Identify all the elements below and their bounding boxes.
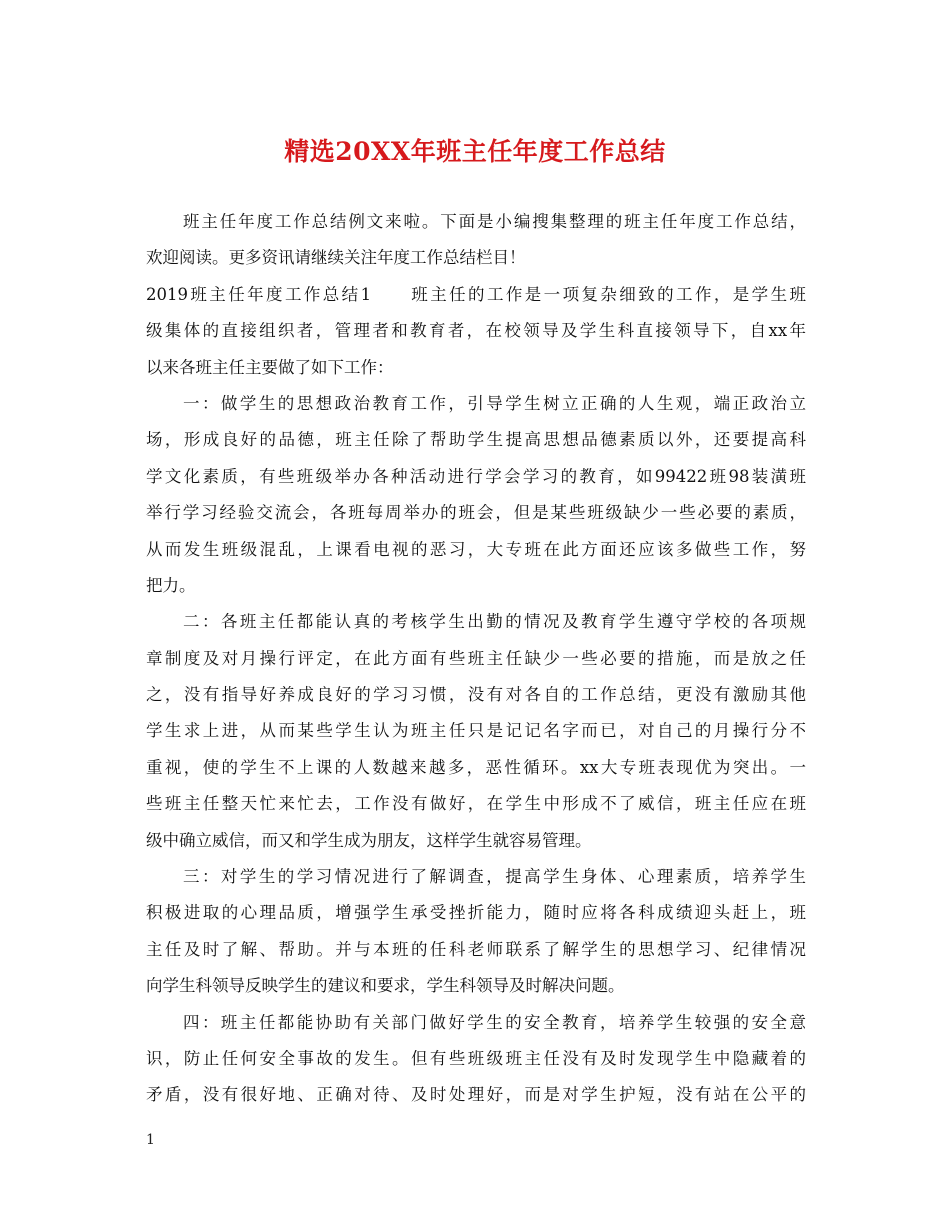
paragraph-line: 重视，使的学生不上课的人数越来越多，恶性循环。xx大专班表现优为突出。一 (146, 757, 806, 777)
paragraph-line: 积极进取的心理品质，增强学生承受挫折能力，随时应将各科成绩迎头赶上，班 (146, 903, 806, 923)
paragraph-line: 之，没有指导好养成良好的学习习惯，没有对各自的工作总结，更没有激励其他 (146, 685, 806, 705)
paragraph-line: 二：各班主任都能认真的考核学生出勤的情况及教育学生遵守学校的各项规 (183, 612, 806, 632)
document-body (146, 204, 806, 1114)
paragraph-line: 学生求上进，从而某些学生认为班主任只是记记名字而已，对自己的月操行分不 (146, 721, 806, 741)
paragraph-line: 识，防止任何安全事故的发生。但有些班级班主任没有及时发现学生中隐藏着的 (146, 1048, 806, 1068)
paragraph-line: 班主任年度工作总结例文来啦。下面是小编搜集整理的班主任年度工作总结， (183, 212, 806, 231)
paragraph-line: 举行学习经验交流会，各班每周举办的班会，但是某些班级缺少一些必要的素质， (146, 503, 806, 523)
paragraph-line: 四：班主任都能协助有关部门做好学生的安全教育，培养学生较强的安全意 (183, 1012, 806, 1032)
paragraph-line: 级中确立威信，而又和学生成为朋友，这样学生就容易管理。 (146, 830, 592, 850)
paragraph-line: 章制度及对月操行评定，在此方面有些班主任缺少一些必要的措施，而是放之任 (146, 648, 806, 668)
paragraph-line: 级集体的直接组织者，管理者和教育者，在校领导及学生科直接领导下，自xx年 (146, 321, 806, 341)
paragraph-line: 一：做学生的思想政治教育工作，引导学生树立正确的人生观，端正政治立 (183, 393, 806, 413)
document-title: 精选20XX年班主任年度工作总结 (284, 137, 666, 166)
paragraph-line: 向学生科领导反映学生的建议和要求，学生科领导及时解决问题。 (146, 976, 625, 996)
paragraph-line: 主任及时了解、帮助。并与本班的任科老师联系了解学生的思想学习、纪律情况 (146, 939, 806, 959)
paragraph-line: 以来各班主任主要做了如下工作： (146, 357, 394, 377)
paragraph-line: 学文化素质，有些班级举办各种活动进行学会学习的教育，如99422班98装潢班 (146, 466, 806, 486)
paragraph-line: 场，形成良好的品德，班主任除了帮助学生提高思想品德素质以外，还要提高科 (146, 430, 806, 450)
paragraph-line: 2019班主任年度工作总结1 班主任的工作是一项复杂细致的工作，是学生班 (146, 284, 806, 304)
page-number: 1 (146, 1132, 155, 1148)
paragraph-line: 把力。 (146, 575, 196, 595)
paragraph-line: 三：对学生的学习情况进行了解调查，提高学生身体、心理素质，培养学生 (183, 867, 806, 887)
paragraph-line: 从而发生班级混乱，上课看电视的恶习，大专班在此方面还应该多做些工作，努 (146, 539, 806, 559)
paragraph-line: 矛盾，没有很好地、正确对待、及时处理好，而是对学生护短，没有站在公平的 (146, 1085, 806, 1105)
paragraph-line: 些班主任整天忙来忙去，工作没有做好，在学生中形成不了威信，班主任应在班 (146, 794, 806, 814)
paragraph-line: 欢迎阅读。更多资讯请继续关注年度工作总结栏目！ (146, 248, 526, 268)
